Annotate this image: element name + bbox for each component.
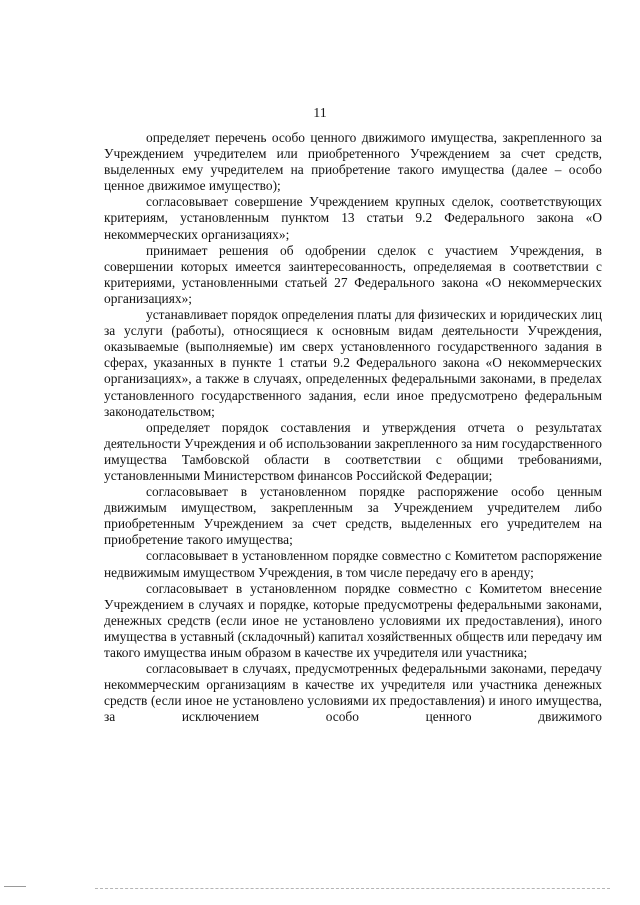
paragraph-sets-service-fees: устанавливает порядок определения платы для физических и юридических лиц за услуги (работы), относящиеся к основным видам деятельности Учреждения, оказываемые (выполняемые) им сверх установленного государственного задания в сферах, указанных в пункте 1 статьи 9.2 Федерального закона «О некоммерческих организациях», а также в случаях, определенных федеральными законами, в пределах установленного государственного задания, если иное предусмотрено федеральным законодательством; (104, 307, 602, 419)
scan-bottom-rule (95, 888, 610, 889)
paragraph-report-procedure: определяет порядок составления и утверждения отчета о результатах деятельности Учреждения и об использовании закрепленного за ним государственного имущества Тамбовской области в соответствии с общими требованиями, установленными Министерством финансов Российской Федерации; (104, 419, 602, 483)
document-body (104, 130, 602, 725)
scan-edge-mark (4, 886, 26, 887)
paragraph-approves-interested-deals: принимает решения об одобрении сделок с участием Учреждения, в совершении которых имеется заинтересованность, определяемая в соответствии с критериями, установленными статьей 27 Федерального закона «О некоммерческих организациях»; (104, 242, 602, 306)
paragraph-transfer-to-nonprofits: согласовывает в случаях, предусмотренных федеральными законами, передачу некоммерческим организациям в качестве их учредителя или участника денежных средств (если иное не установлено условиями их предоставления) и иного имущества, за исключением особо ценного движимого (104, 661, 602, 725)
paragraph-capital-contribution: согласовывает в установленном порядке совместно с Комитетом внесение Учреждением в случаях и порядке, которые предусмотрены федеральными законами, денежных средств (если иное не установлено условиями их предоставления), иного имущества в уставный (складочный) капитал хозяйственных обществ или передачу им такого имущества иным образом в качестве их учредителя или участника; (104, 580, 602, 660)
paragraph-movable-property-disposal: согласовывает в установленном порядке распоряжение особо ценным движимым имуществом, закрепленным за Учреждением учредителем либо приобретенным Учреждением за счет средств, выделенных его учредителем на приобретение такого имущества; (104, 484, 602, 548)
paragraph-real-estate-disposal: согласовывает в установленном порядке совместно с Комитетом распоряжение недвижимым имуществом Учреждения, в том числе передачу его в аренду; (104, 548, 602, 580)
page-number: 11 (313, 106, 327, 121)
paragraph-approves-major-deals: согласовывает совершение Учреждением крупных сделок, соответствующих критериям, установленным пунктом 13 статьи 9.2 Федерального закона «О некоммерческих организациях»; (104, 194, 602, 242)
paragraph-defines-valuable-property: определяет перечень особо ценного движимого имущества, закрепленного за Учреждением учредителем или приобретенного Учреждением за счет средств, выделенных ему учредителем на приобретение такого имущества (далее – особо ценное движимое имущество); (104, 130, 602, 194)
